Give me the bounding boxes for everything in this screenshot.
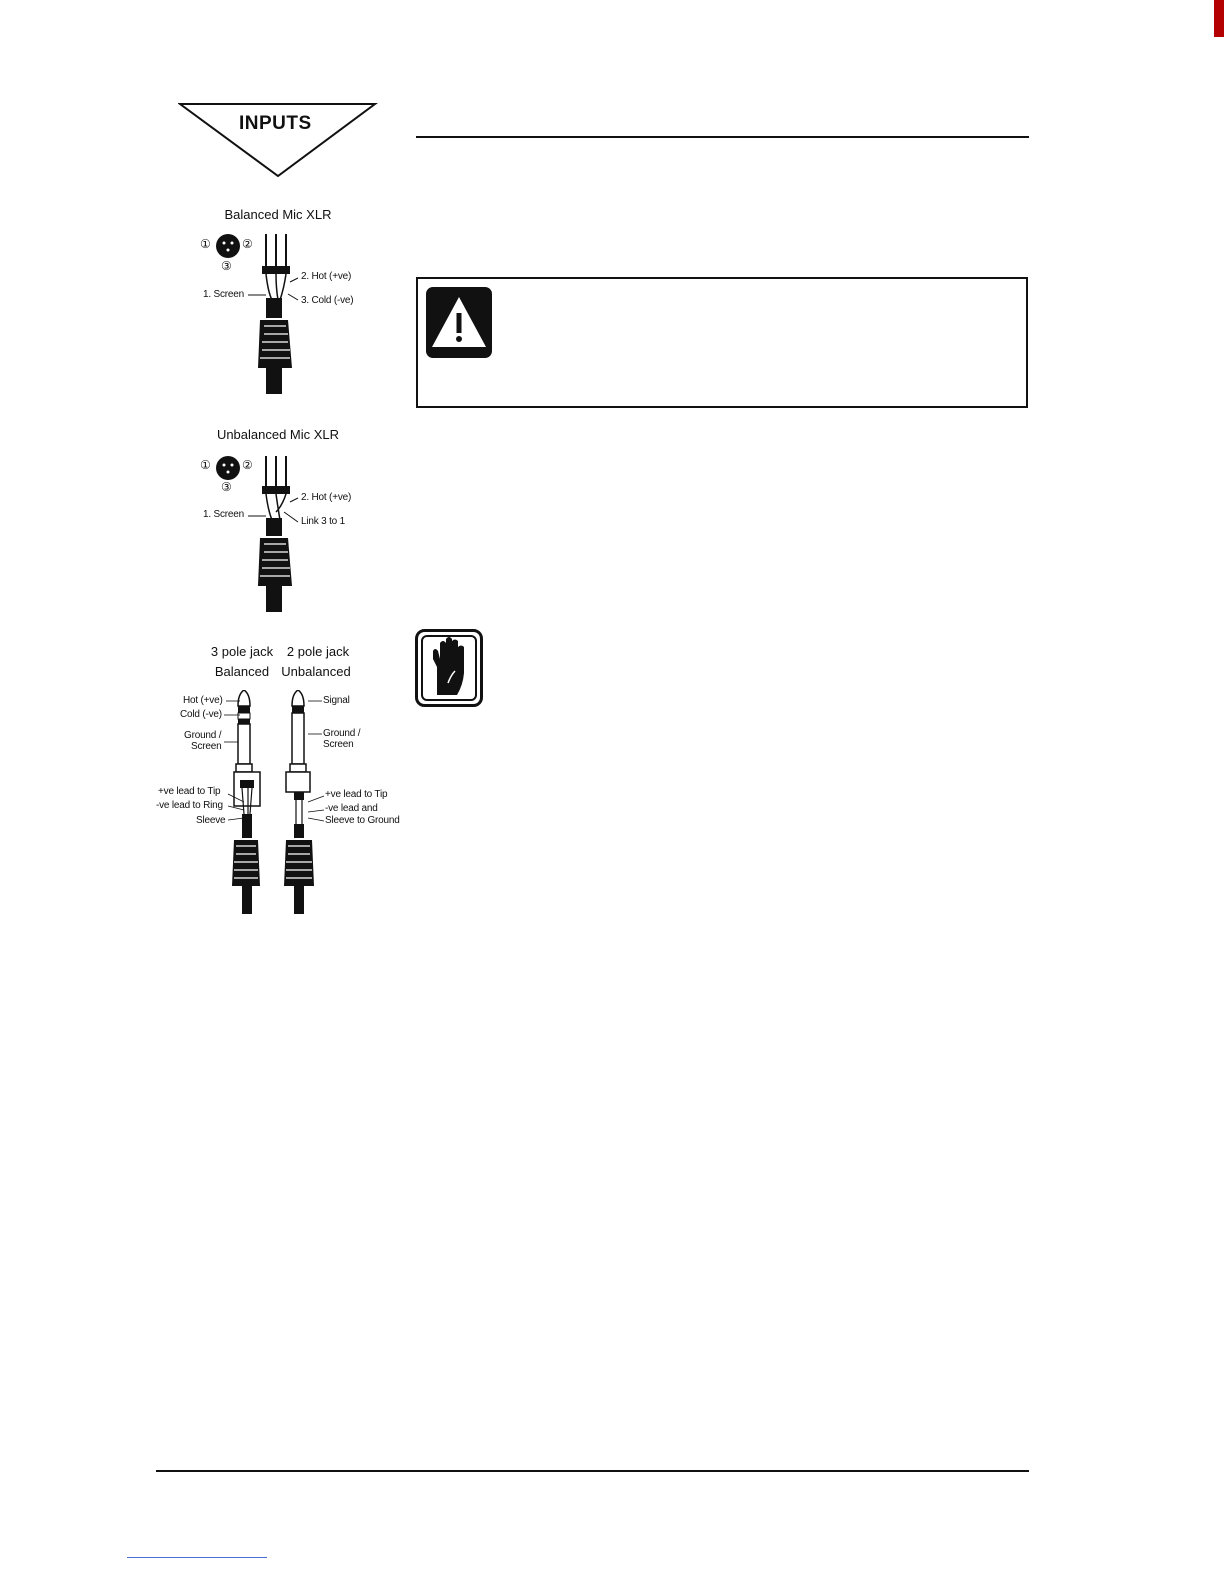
inputs-badge-label: INPUTS [239, 113, 312, 134]
unbalanced-link-label: Link 3 to 1 [301, 516, 345, 527]
footer-link-underline[interactable] [127, 1557, 267, 1558]
warning-box [416, 277, 1028, 408]
balanced-xlr-connector-icon [210, 228, 370, 394]
unbal-pin2-label: ② [242, 458, 253, 472]
warning-triangle-icon [426, 287, 492, 358]
unbalanced-hot-label: 2. Hot (+ve) [301, 492, 352, 503]
jack3-hot-label: Hot (+ve) [183, 695, 223, 706]
jack2-signal-label: Signal [323, 695, 350, 706]
footer-rule [156, 1470, 1029, 1472]
jack3-title: 3 pole jack [210, 644, 274, 659]
pin1-label: ① [200, 237, 211, 251]
jack2-title: 2 pole jack [286, 644, 350, 659]
jack3-ring-label: -ve lead to Ring [156, 800, 223, 811]
jack3-subtitle: Balanced [214, 664, 270, 679]
jack2-tip-label: +ve lead to Tip [325, 789, 388, 800]
jack3-ground-label: Ground / [184, 730, 222, 741]
jack2-sleeve-label: Sleeve to Ground [325, 815, 400, 826]
pin2-label: ② [242, 237, 253, 251]
jack-leader-lines [150, 690, 410, 830]
jack3-tip-label: +ve lead to Tip [158, 786, 221, 797]
hand-stop-icon [415, 629, 483, 707]
jack2-subtitle: Unbalanced [281, 664, 351, 679]
unbalanced-screen-label: 1. Screen [203, 509, 245, 520]
jack2-lead-label: -ve lead and [325, 803, 378, 814]
jack3-screen-label: Screen [191, 741, 222, 752]
unbal-pin3-label: ③ [221, 480, 232, 494]
balanced-hot-label: 2. Hot (+ve) [301, 271, 352, 282]
unbalanced-xlr-connector-icon [210, 450, 370, 612]
jack2-ground-label: Ground / [323, 728, 361, 739]
pin3-label: ③ [221, 259, 232, 273]
page-edge-marker [1214, 0, 1224, 37]
unbal-pin1-label: ① [200, 458, 211, 472]
balanced-xlr-title: Balanced Mic XLR [224, 207, 332, 222]
jack3-cold-label: Cold (-ve) [180, 709, 222, 720]
header-rule [416, 136, 1029, 138]
jack3-sleeve-label: Sleeve [196, 815, 226, 826]
unbalanced-xlr-title: Unbalanced Mic XLR [216, 427, 340, 442]
balanced-screen-label: 1. Screen [203, 289, 245, 300]
jack2-screen-label: Screen [323, 739, 354, 750]
balanced-cold-label: 3. Cold (-ve) [301, 295, 354, 306]
